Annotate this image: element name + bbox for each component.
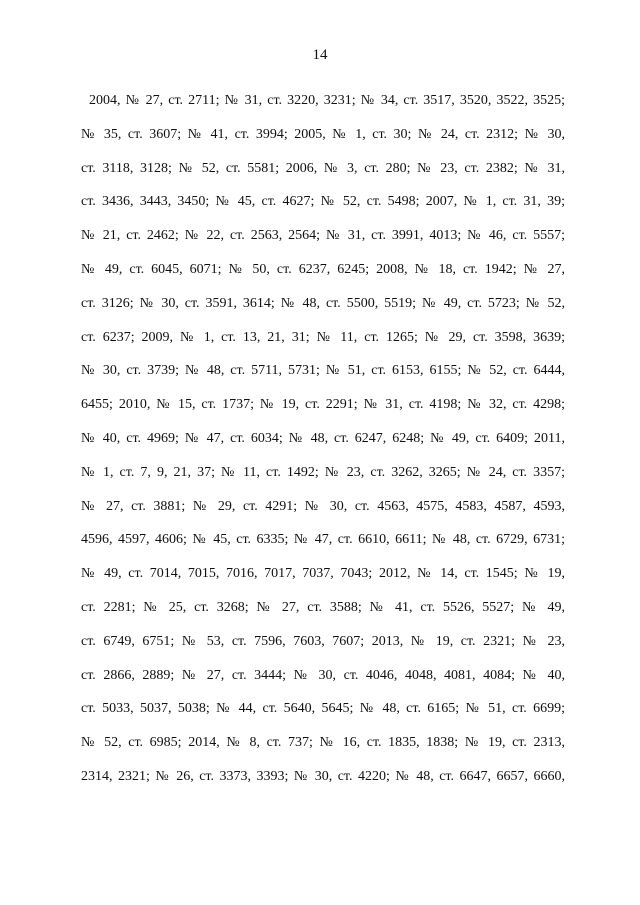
text-line: № 21, ст. 2462; № 22, ст. 2563, 2564; № 31, ст. 3991, 4013; № 46, ст. 5557; <box>81 228 565 244</box>
text-line: № 49, ст. 6045, 6071; № 50, ст. 6237, 6245; 2008, № 18, ст. 1942; № 27, <box>81 261 565 277</box>
text-line: № 30, ст. 3739; № 48, ст. 5711, 5731; № 51, ст. 6153, 6155; № 52, ст. 6444, <box>81 363 565 379</box>
text-line: № 40, ст. 4969; № 47, ст. 6034; № 48, ст. 6247, 6248; № 49, ст. 6409; 2011, <box>81 430 565 446</box>
text-line: ст. 3118, 3128; № 52, ст. 5581; 2006, № 3, ст. 280; № 23, ст. 2382; № 31, <box>81 160 565 176</box>
text-line: ст. 3436, 3443, 3450; № 45, ст. 4627; № 52, ст. 5498; 2007, № 1, ст. 31, 39; <box>81 194 565 210</box>
text-line: ст. 2866, 2889; № 27, ст. 3444; № 30, ст. 4046, 4048, 4081, 4084; № 40, <box>81 667 565 683</box>
text-line: № 49, ст. 7014, 7015, 7016, 7017, 7037, 7043; 2012, № 14, ст. 1545; № 19, <box>81 566 565 582</box>
text-line: ст. 6749, 6751; № 53, ст. 7596, 7603, 7607; 2013, № 19, ст. 2321; № 23, <box>81 633 565 649</box>
text-line: № 35, ст. 3607; № 41, ст. 3994; 2005, № 1, ст. 30; № 24, ст. 2312; № 30, <box>81 126 565 142</box>
text-line: 6455; 2010, № 15, ст. 1737; № 19, ст. 2291; № 31, ст. 4198; № 32, ст. 4298; <box>81 397 565 413</box>
text-line: ст. 3126; № 30, ст. 3591, 3614; № 48, ст. 5500, 5519; № 49, ст. 5723; № 52, <box>81 295 565 311</box>
text-line: 2004, № 27, ст. 2711; № 31, ст. 3220, 3231; № 34, ст. 3517, 3520, 3522, 3525; <box>89 93 565 108</box>
text-line: ст. 2281; № 25, ст. 3268; № 27, ст. 3588; № 41, ст. 5526, 5527; № 49, <box>81 599 565 615</box>
text-line: № 52, ст. 6985; 2014, № 8, ст. 737; № 16, ст. 1835, 1838; № 19, ст. 2313, <box>81 735 565 751</box>
text-line: ст. 5033, 5037, 5038; № 44, ст. 5640, 5645; № 48, ст. 6165; № 51, ст. 6699; <box>81 701 565 717</box>
text-line: ст. 6237; 2009, № 1, ст. 13, 21, 31; № 11, ст. 1265; № 29, ст. 3598, 3639; <box>81 329 565 345</box>
text-line: 2314, 2321; № 26, ст. 3373, 3393; № 30, ст. 4220; № 48, ст. 6647, 6657, 6660, <box>81 768 565 784</box>
page-number: 14 <box>312 47 328 63</box>
body-text <box>81 84 565 794</box>
text-line: № 27, ст. 3881; № 29, ст. 4291; № 30, ст. 4563, 4575, 4583, 4587, 4593, <box>81 498 565 514</box>
text-line: № 1, ст. 7, 9, 21, 37; № 11, ст. 1492; № 23, ст. 3262, 3265; № 24, ст. 3357; <box>81 464 565 480</box>
text-line: 4596, 4597, 4606; № 45, ст. 6335; № 47, ст. 6610, 6611; № 48, ст. 6729, 6731; <box>81 532 565 548</box>
